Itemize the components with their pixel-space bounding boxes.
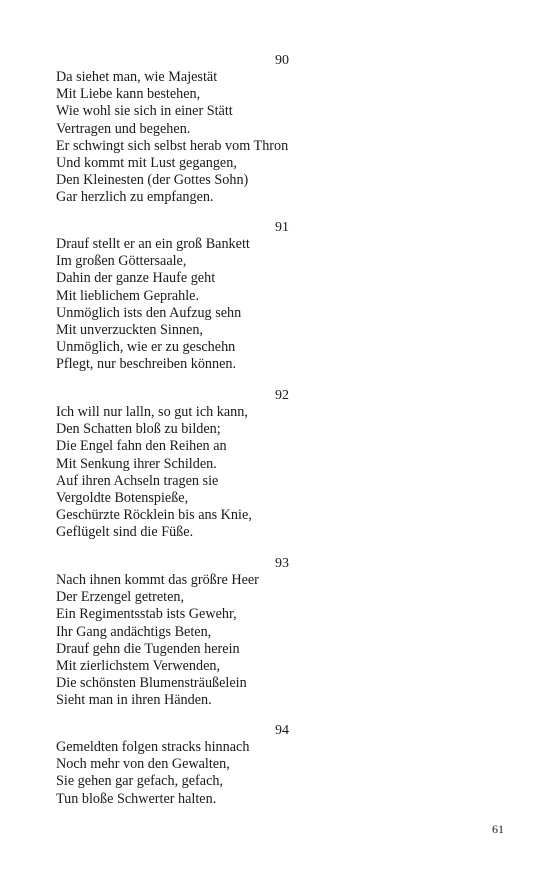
verse-line: Da siehet man, wie Majestät bbox=[56, 69, 218, 85]
stanza-91 bbox=[56, 219, 496, 374]
stanza-lines bbox=[56, 739, 496, 808]
verse-line: Noch mehr von den Gewalten, bbox=[56, 756, 230, 773]
verse-line: Und kommt mit Lust gegangen, bbox=[56, 154, 237, 171]
verse-line: Die schönsten Blumensträußelein bbox=[56, 675, 247, 692]
stanza-number: 93 bbox=[275, 556, 289, 571]
verse-line: Unmöglich ists den Aufzug sehn bbox=[56, 304, 242, 321]
verse-line: Ein Regimentsstab ists Gewehr, bbox=[56, 606, 237, 623]
verse-line: Wie wohl sie sich in einer Stätt bbox=[56, 103, 233, 120]
stanza-92 bbox=[56, 387, 496, 542]
stanza-lines bbox=[56, 69, 496, 207]
stanza-90 bbox=[56, 52, 496, 207]
verse-line: Geschürzte Röcklein bis ans Knie, bbox=[56, 507, 252, 524]
verse-line: Den Kleinesten (der Gottes Sohn) bbox=[56, 172, 249, 189]
stanza-number: 91 bbox=[275, 220, 289, 235]
verse-line: Tun bloße Schwerter halten. bbox=[56, 790, 217, 807]
verse-line: Sie gehen gar gefach, gefach, bbox=[56, 773, 224, 790]
stanza-lines bbox=[56, 404, 496, 542]
verse-line: Vergoldte Botenspieße, bbox=[56, 489, 189, 506]
stanza-93 bbox=[56, 555, 496, 710]
verse-line: Mit Senkung ihrer Schilden. bbox=[56, 455, 217, 472]
verse-line: Geflügelt sind die Füße. bbox=[56, 524, 194, 541]
stanza-lines bbox=[56, 572, 496, 710]
verse-line: Ihr Gang andächtigs Beten, bbox=[56, 623, 212, 640]
page-number: 61 bbox=[492, 822, 504, 836]
stanza-number: 90 bbox=[275, 53, 289, 68]
verse-line: Mit zierlichstem Verwenden, bbox=[56, 657, 221, 674]
stanza-94 bbox=[56, 722, 496, 808]
verse-line: Mit Liebe kann bestehen, bbox=[56, 86, 201, 103]
verse-line: Drauf gehn die Tugenden herein bbox=[56, 640, 240, 657]
verse-line: Unmöglich, wie er zu geschehn bbox=[56, 339, 236, 356]
verse-line: Mit unverzuckten Sinnen, bbox=[56, 321, 203, 338]
verse-line: Nach ihnen kommt das größre Heer bbox=[56, 572, 259, 588]
verse-line: Mit lieblichem Geprahle. bbox=[56, 287, 200, 304]
verse-line: Der Erzengel getreten, bbox=[56, 589, 185, 606]
verse-line: Gar herzlich zu empfangen. bbox=[56, 189, 214, 206]
stanza-number: 94 bbox=[275, 723, 289, 738]
verse-line: Vertragen und begehen. bbox=[56, 120, 191, 137]
verse-line: Im großen Göttersaale, bbox=[56, 253, 187, 270]
verse-line: Die Engel fahn den Reihen an bbox=[56, 438, 227, 455]
verse-line: Sieht man in ihren Händen. bbox=[56, 692, 212, 709]
verse-line: Drauf stellt er an ein groß Bankett bbox=[56, 236, 250, 252]
verse-line: Er schwingt sich selbst herab vom Thron bbox=[56, 137, 289, 154]
verse-line: Den Schatten bloß zu bilden; bbox=[56, 421, 221, 438]
verse-line: Auf ihren Achseln tragen sie bbox=[56, 472, 219, 489]
verse-line: Ich will nur lalln, so gut ich kann, bbox=[56, 404, 248, 420]
verse-line: Gemeldten folgen stracks hinnach bbox=[56, 739, 250, 755]
stanza-lines bbox=[56, 236, 496, 374]
verse-line: Pflegt, nur beschreiben können. bbox=[56, 356, 237, 373]
stanza-number: 92 bbox=[275, 388, 289, 403]
verse-line: Dahin der ganze Haufe geht bbox=[56, 270, 216, 287]
